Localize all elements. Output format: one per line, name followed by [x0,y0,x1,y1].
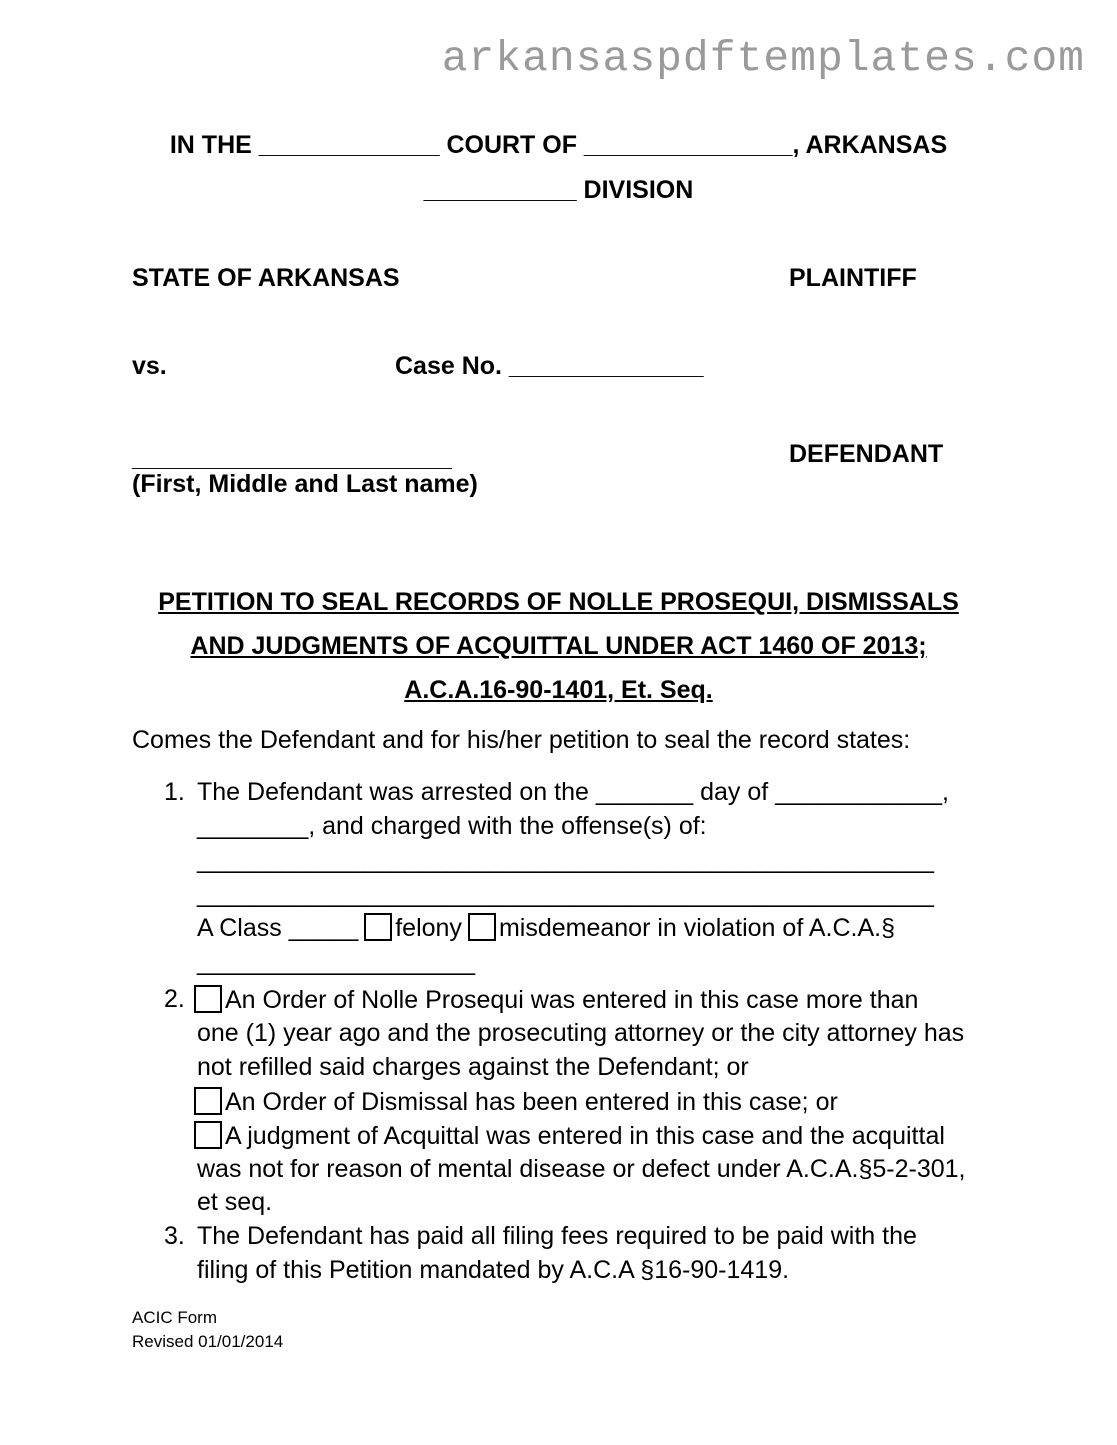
defendant-name-blank: _______________________ [132,444,452,472]
misdemeanor-label: misdemeanor in violation of A.C.A.§ [498,914,895,942]
item2-number: 2. [164,985,185,1013]
petition-title-line2: AND JUDGMENTS OF ACQUITTAL UNDER ACT 1460 OF 2013; [190,632,927,660]
footer-revised: Revised 01/01/2014 [132,1332,284,1351]
felony-label: felony [395,914,462,942]
acquittal-checkbox[interactable] [194,1121,222,1149]
item3-number: 3. [164,1222,185,1250]
nolle-prosequi-checkbox[interactable] [194,985,222,1013]
item3-line2: filing of this Petition mandated by A.C.A §16-90-1419. [197,1256,790,1284]
petition-title-line1: PETITION TO SEAL RECORDS OF NOLLE PROSEQUI, DISMISSALS [158,588,959,616]
dismissal-option-text: An Order of Dismissal has been entered in this case; or [225,1088,838,1116]
misdemeanor-checkbox[interactable] [468,913,496,941]
division-line: ___________ DIVISION [423,176,694,204]
nolle-option-text: An Order of Nolle Prosequi was entered in this case more than [225,986,919,1014]
class-line [197,913,895,943]
intro-text: Comes the Defendant and for his/her petition to seal the record states: [132,726,911,754]
offense-blank-2[interactable]: _____________________________________________________ [197,880,934,908]
item3-line1: The Defendant has paid all filing fees required to be paid with the [197,1222,917,1250]
court-line: IN THE _____________ COURT OF _______________, ARKANSAS [169,131,948,159]
vs-label: vs. [132,352,167,380]
case-number: Case No. ______________ [395,352,704,380]
acquittal-option-line1 [194,1121,945,1151]
dismissal-checkbox[interactable] [194,1087,222,1115]
acquittal-option-text: A judgment of Acquittal was entered in this case and the acquittal [225,1122,945,1150]
watermark: arkansaspdftemplates.com [441,34,1085,83]
footer-form-name: ACIC Form [132,1308,217,1327]
plaintiff-name: STATE OF ARKANSAS [132,264,400,292]
item1-line1: The Defendant was arrested on the _______ day of ____________, [197,778,949,806]
nolle-option-line3: not refilled said charges against the Defendant; or [197,1053,749,1081]
acquittal-option-line2: was not for reason of mental disease or defect under A.C.A.§5-2-301, [197,1155,966,1183]
offense-blank-1[interactable]: _____________________________________________________ [197,846,934,874]
felony-checkbox[interactable] [364,913,392,941]
item1-line2: ________, and charged with the offense(s) of: [197,812,707,840]
class-text: A Class _____ [197,914,359,942]
item1-number: 1. [164,778,185,806]
dismissal-option [194,1087,838,1117]
nolle-option-line1 [194,985,918,1015]
acquittal-option-line3: et seq. [197,1188,273,1216]
defendant-name-hint: (First, Middle and Last name) [132,470,478,498]
defendant-label: DEFENDANT [789,440,944,468]
nolle-option-line2: one (1) year ago and the prosecuting attorney or the city attorney has [197,1019,965,1047]
aca-section-blank[interactable]: ____________________ [197,948,476,976]
petition-title-line3: A.C.A.16-90-1401, Et. Seq. [404,676,713,704]
plaintiff-label: PLAINTIFF [789,264,917,292]
